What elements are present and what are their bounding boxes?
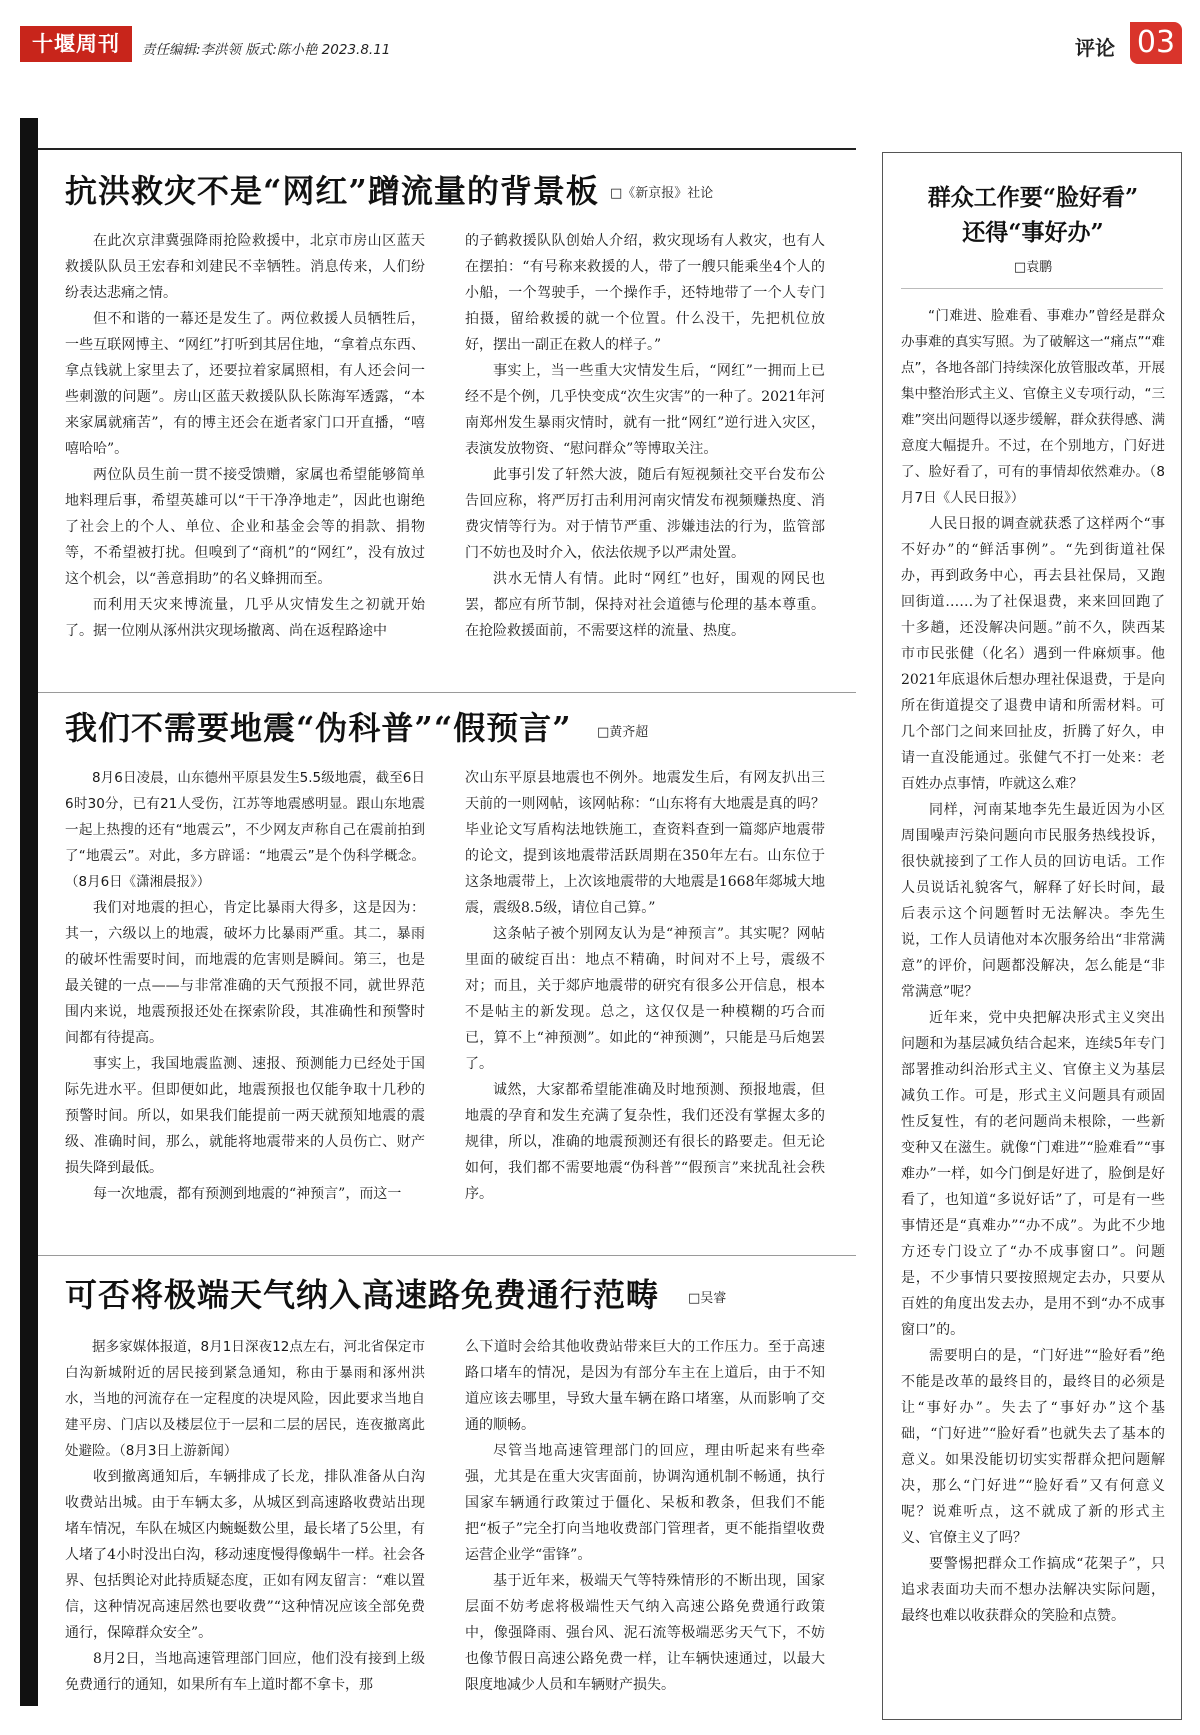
lead-paragraph: “门难进、脸难看、事难办”曾经是群众办事难的真实写照。为了破解这一“痛点”“难点”，各地各部门持续深化放管服改革，开展集中整治形式主义、官僚主义专项行动，“三难”突出问题得以逐步缓解，群众获得感、满意度大幅提升。不过，在个别地方，门好进了、脸好看了，可有的事情却依然难办。（8月7日《人民日报》） (901, 308, 1165, 506)
paragraph: 这条帖子被个别网友认为是“神预言”。其实呢？网帖里面的破绽百出：地点不精确，时间对不上号，震级不对；而且，关于郯庐地震带的研究有很多公开信息，根本不是帖主的新发现。总之，这仅仅是一种模糊的巧合而已，算不上“神预测”。如此的“神预测”，只能是马后炮罢了。 (465, 926, 825, 1072)
paragraph: 但不和谐的一幕还是发生了。两位救援人员牺牲后，一些互联网博主、“网红”打听到其居住地，“拿着点东西、拿点钱就上家里去了，还要拉着家属照相，有人还会问一些刺激的问题”。房山区蓝天救援队队长陈海军透露，“本来家属就痛苦”，有的博主还会在逝者家门口开直播，“嘻嘻哈哈”。 (65, 311, 425, 457)
top-rule (38, 148, 856, 150)
paragraph: 在此次京津冀强降雨抢险救援中，北京市房山区蓝天救援队队员王宏春和刘建民不幸牺牲。消息传来，人们纷纷表达悲痛之情。 (65, 233, 425, 301)
paragraph: 近年来，党中央把解决形式主义突出问题和为基层减负结合起来，连续5年专门部署推动纠治形式主义、官僚主义为基层减负工作。可是，形式主义问题具有顽固性反复性，有的老问题尚未根除，一些新变种又在滋生。就像“门难进”“脸难看”“事难办”一样，如今门倒是好进了，脸倒是好看了，也知道“多说好话”了，可是有一些事情还是“真难办”“办不成”。为此不少地方还专门设立了“办不成事窗口”。问题是，不少事情只要按照规定去办，只要从百姓的角度出发去办，是用不到“办不成事窗口”的。 (901, 1010, 1165, 1338)
lead-paragraph: 据多家媒体报道，8月1日深夜12点左右，河北省保定市白沟新城附近的居民接到紧急通知，称由于暴雨和涿州洪水，当地的河流存在一定程度的决堤风险，因此要求当地自建平房、门店以及楼层位于一层和二层的居民，连夜撤离此处避险。（8月3日上游新闻） (65, 1339, 425, 1459)
article-body-earthquake-col2 (465, 765, 825, 1207)
page-number-badge: 03 (1130, 22, 1182, 64)
article-body-highway-col2 (465, 1334, 825, 1698)
paragraph: 的子鹤救援队队创始人介绍，救灾现场有人救灾，也有人在摆拍：“有号称来救援的人，带了一艘只能乘坐4个人的小船，一个驾驶手，一个操作手，还特地带了一个人专门拍摄，留给救援的就一个位置。什么没干，先把机位放好，摆出一副正在救人的样子。” (465, 233, 825, 353)
article-title-highway: 可否将极端天气纳入高速路免费通行范畴 (65, 1276, 660, 1314)
paragraph: 需要明白的是，“门好进”“脸好看”绝不能是改革的最终目的，最终目的必须是让“事好办”。失去了“事好办”这个基础，“门好进”“脸好看”也就失去了基本的意义。如果没能切切实实帮群众把问题解决，那么“门好进”“脸好看”又有何意义呢？说难听点，这不就成了新的形式主义、官僚主义了吗？ (901, 1348, 1165, 1546)
masthead-logo: 十堰周刊 (20, 26, 132, 62)
article-divider (38, 1255, 856, 1256)
sidebar-divider (901, 288, 1163, 289)
article-body-earthquake-col1 (65, 765, 425, 1207)
paragraph: 此事引发了轩然大波，随后有短视频社交平台发布公告回应称，将严厉打击利用河南灾情发布视频赚热度、消费灾情等行为。对于情节严重、涉嫌违法的行为，监管部门不妨也及时介入，依法依规予以严肃处置。 (465, 467, 825, 561)
paragraph: 两位队员生前一贯不接受馈赠，家属也希望能够简单地料理后事，希望英雄可以“干干净净地走”，因此也谢绝了社会上的个人、单位、企业和基金会等的捐款、捐物等，不希望被打扰。但嗅到了“商机”的“网红”，没有放过这个机会，以“善意捐助”的名义蜂拥而至。 (65, 467, 425, 587)
paragraph: 么下道时会给其他收费站带来巨大的工作压力。至于高速路口堵车的情况，是因为有部分车主在上道后，由于不知道应该去哪里，导致大量车辆在路口堵塞，从而影响了交通的顺畅。 (465, 1339, 825, 1433)
paragraph: 事实上，当一些重大灾情发生后，“网红”一拥而上已经不是个例，几乎快变成“次生灾害”的一种了。2021年河南郑州发生暴雨灾情时，就有一批“网红”逆行进入灾区，表演发放物资、“慰问群众”等博取关注。 (465, 363, 825, 457)
sidebar-title-line1: 群众工作要“脸好看” (927, 184, 1139, 211)
article-divider (38, 692, 856, 693)
paragraph: 诚然，大家都希望能准确及时地预测、预报地震，但地震的孕育和发生充满了复杂性，我们还没有掌握太多的规律，所以，准确的地震预测还有很长的路要走。但无论如何，我们都不需要地震“伪科普”“假预言”来扰乱社会秩序。 (465, 1082, 825, 1202)
sidebar-title-line2: 还得“事好办” (962, 219, 1104, 246)
article-byline-earthquake: □黄齐超 (597, 725, 649, 740)
sidebar-body (901, 303, 1165, 1629)
paragraph: 尽管当地高速管理部门的回应，理由听起来有些牵强，尤其是在重大灾害面前，协调沟通机制不畅通，执行国家车辆通行政策过于僵化、呆板和教条，但我们不能把“板子”完全打向当地收费部门管理者，更不能指望收费运营企业学“雷锋”。 (465, 1443, 825, 1563)
paragraph: 我们对地震的担心，肯定比暴雨大得多，这是因为：其一，六级以上的地震，破坏力比暴雨严重。其二，暴雨的破坏性需要时间，而地震的危害则是瞬间。第三，也是最关键的一点——与非常准确的天气预报不同，就世界范围内来说，地震预报还处在探索阶段，其准确性和预警时间都有待提高。 (65, 900, 425, 1046)
paragraph: 要警惕把群众工作搞成“花架子”，只追求表面功夫而不想办法解决实际问题，最终也难以收获群众的笑脸和点赞。 (901, 1556, 1165, 1624)
article-body-highway-col1 (65, 1334, 425, 1698)
article-byline-highway: □吴睿 (688, 1291, 727, 1306)
sidebar-byline: □袁鹏 (1013, 260, 1053, 275)
article-title-flood: 抗洪救灾不是“网红”蹭流量的背景板 (65, 172, 599, 210)
article-byline-flood: □《新京报》社论 (610, 186, 714, 201)
paragraph: 同样，河南某地李先生最近因为小区周围噪声污染问题向市民服务热线投诉，很快就接到了工作人员的回访电话。工作人员说话礼貌客气，解释了好长时间，最后表示这个问题暂时无法解决。李先生说，工作人员请他对本次服务给出“非常满意”的评价，问题都没解决，怎么能是“非常满意”呢？ (901, 802, 1165, 1000)
paragraph: 每一次地震，都有预测到地震的“神预言”，而这一 (93, 1186, 402, 1202)
article-title-earthquake: 我们不需要地震“伪科普”“假预言” (65, 709, 572, 747)
paragraph: 洪水无情人有情。此时“网红”也好，围观的网民也罢，都应有所节制，保持对社会道德与伦理的基本尊重。在抢险救援面前，不需要这样的流量、热度。 (465, 571, 825, 639)
paragraph: 8月2日，当地高速管理部门回应，他们没有接到上级免费通行的通知，如果所有车上道时都不拿卡，那 (65, 1651, 425, 1693)
paragraph: 人民日报的调查就获悉了这样两个“事不好办”的“鲜活事例”。“先到街道社保办，再到政务中心，再去县社保局，又跑回街道……为了社保退费，来来回回跑了十多趟，还没解决问题。”前不久，陕西某市市民张健（化名）遇到一件麻烦事。他2021年底退休后想办理社保退费，于是向所在街道提交了退费申请和所需材料。可几个部门之间来回扯皮，折腾了好久，申请一直没能通过。张健气不打一处来：老百姓办点事情，咋就这么难？ (901, 516, 1165, 792)
paragraph: 基于近年来，极端天气等特殊情形的不断出现，国家层面不妨考虑将极端性天气纳入高速公路免费通行政策中，像强降雨、强台风、泥石流等极端恶劣天气下，不妨也像节假日高速公路免费一样，让车辆快速通过，以最大限度地减少人员和车辆财产损失。 (465, 1573, 825, 1693)
paragraph: 事实上，我国地震监测、速报、预测能力已经处于国际先进水平。但即便如此，地震预报也仅能争取十几秒的预警时间。所以，如果我们能提前一两天就预知地震的震级、准确时间，那么，就能将地震带来的人员伤亡、财产损失降到最低。 (65, 1056, 425, 1176)
sidebar-commentary (882, 152, 1182, 1720)
paragraph: 收到撤离通知后，车辆排成了长龙，排队准备从白沟收费站出城。由于车辆太多，从城区到高速路收费站出现堵车情况，车队在城区内蜿蜒数公里，最长堵了5公里，有人堵了4小时没出白沟，移动速度慢得像蜗牛一样。社会各界、包括舆论对此持质疑态度，正如有网友留言：“难以置信，这种情况高速居然也要收费”“这种情况应该全部免费通行，保障群众安全”。 (65, 1469, 425, 1641)
left-decorative-bar (20, 118, 38, 1706)
lead-paragraph: 8月6日凌晨，山东德州平原县发生5.5级地震，截至6日6时30分，已有21人受伤，江苏等地震感明显。跟山东地震一起上热搜的还有“地震云”，不少网友声称自己在震前拍到了“地震云”。对此，多方辟谣：“地震云”是个伪科学概念。（8月6日《潇湘晨报》） (65, 770, 425, 890)
article-body-flood-col2 (465, 228, 825, 644)
page-header (0, 0, 1200, 90)
section-label: 评论 (1075, 36, 1115, 60)
paragraph: 而利用天灾来博流量，几乎从灾情发生之初就开始了。据一位刚从涿州洪灾现场撤离、尚在返程路途中 (65, 597, 425, 639)
paragraph: 次山东平原县地震也不例外。地震发生后，有网友扒出三天前的一则网帖，该网帖称：“山东将有大地震是真的吗？毕业论文写盾构法地铁施工，查资料查到一篇郯庐地震带的论文，提到该地震带活跃周期在350年左右。山东位于这条地震带上，上次该地震带的大地震是1668年郯城大地震，震级8.5级，请位自己算。” (465, 770, 825, 916)
editor-credits: 责任编辑:李洪领 版式:陈小艳 2023.8.11 (142, 42, 391, 58)
article-body-flood-col1 (65, 228, 425, 644)
